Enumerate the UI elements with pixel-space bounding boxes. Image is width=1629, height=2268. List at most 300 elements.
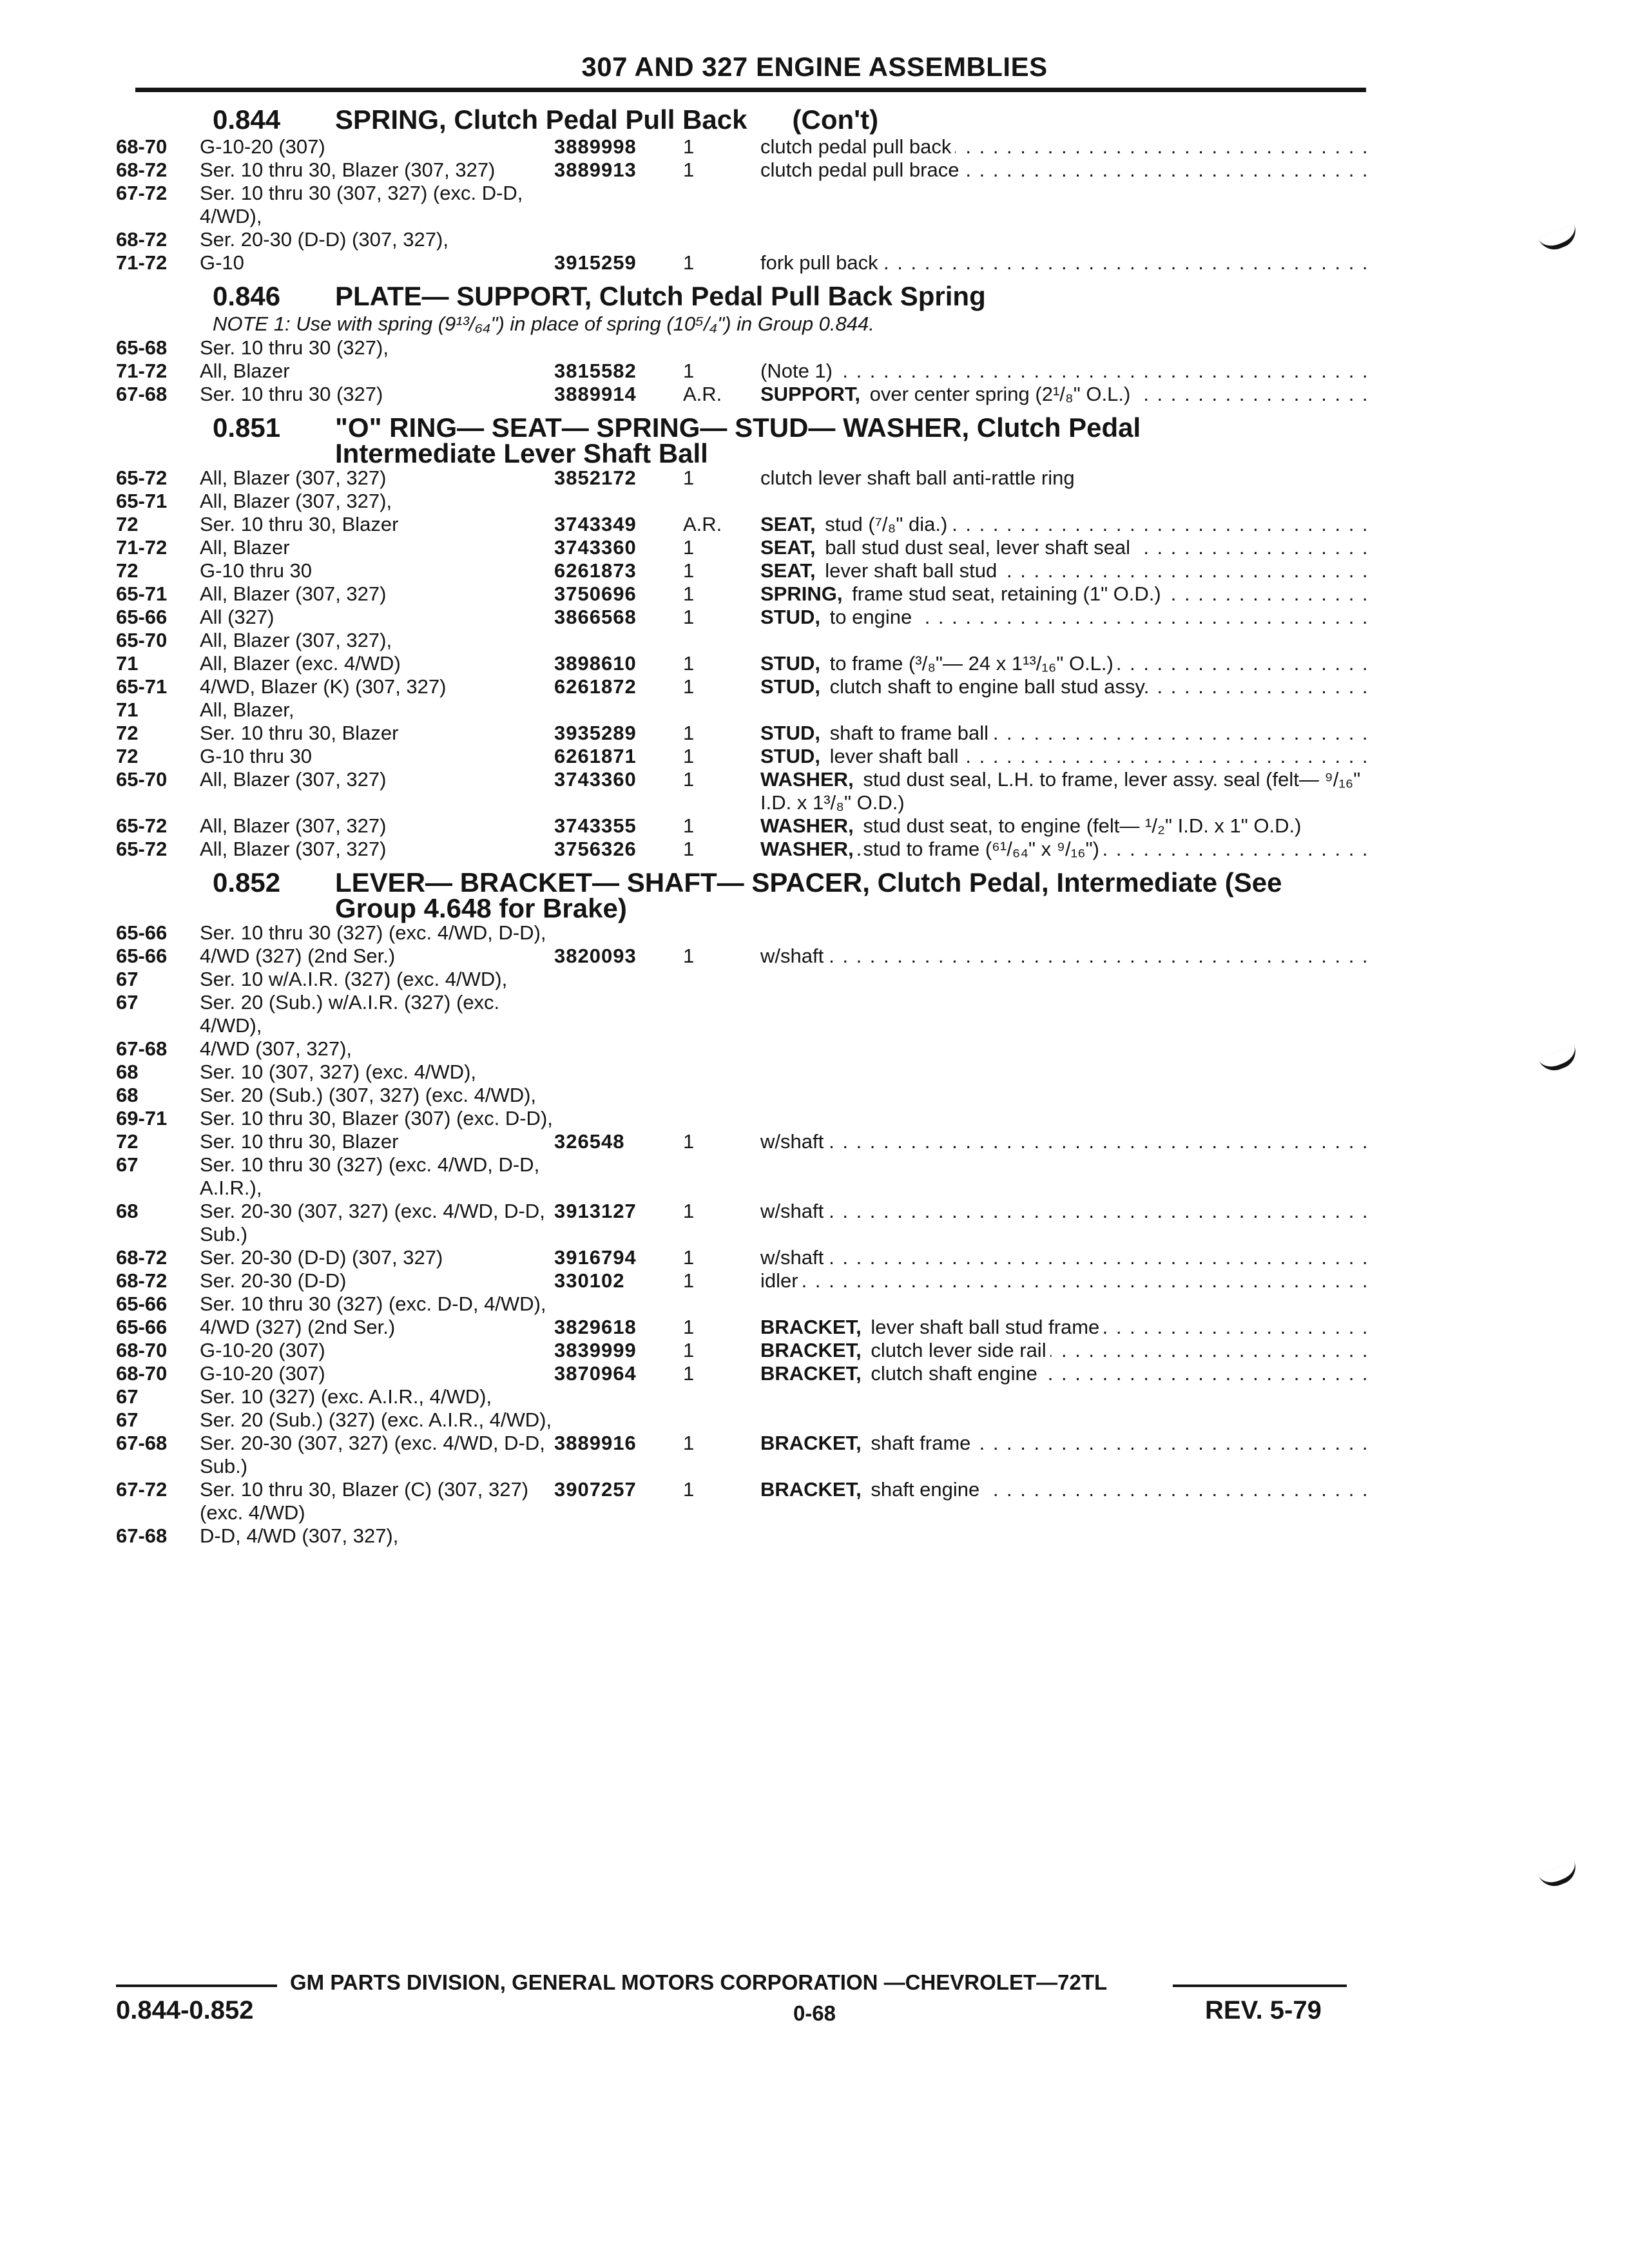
- part-number: [554, 629, 683, 652]
- application-text: Ser. 20 (Sub.) (327) (exc. A.I.R., 4/WD),: [200, 1408, 552, 1431]
- model-years: 71-72: [116, 536, 168, 559]
- application-text: 4/WD (327) (2nd Ser.): [200, 945, 396, 967]
- application-text: Ser. 10 thru 30 (307, 327) (exc. D-D, 4/WD),: [200, 182, 523, 227]
- description: [760, 1269, 1366, 1293]
- part-number: 3898610: [554, 652, 637, 675]
- description: [760, 182, 1366, 228]
- group-title-line2: Intermediate Lever Shaft Ball: [335, 438, 708, 468]
- quantity: [683, 1037, 760, 1061]
- part-row: [116, 921, 1366, 945]
- part-number: 3870964: [554, 1362, 637, 1385]
- application-text: Ser. 20-30 (D-D) (307, 327),: [200, 228, 448, 251]
- description: [760, 251, 1366, 274]
- model-years: 65-66: [116, 1316, 168, 1338]
- group-number: 0.844: [213, 104, 281, 135]
- description: [760, 722, 1366, 745]
- description: [760, 1061, 1366, 1084]
- part-number: [554, 698, 683, 722]
- application-text: Ser. 10 thru 30 (327),: [200, 336, 389, 359]
- description: [760, 159, 1366, 182]
- model-years: 65-71: [116, 675, 168, 698]
- part-number: 3889916: [554, 1432, 637, 1454]
- model-years: 71-72: [116, 360, 168, 382]
- description-text: w/shaft: [760, 1130, 827, 1153]
- model-years: 68-72: [116, 1246, 168, 1269]
- description-text: [760, 921, 764, 944]
- application: [200, 1478, 554, 1524]
- description-text: clutch shaft to engine ball stud assy.: [830, 675, 1153, 698]
- part-row: [116, 1432, 1366, 1478]
- part-row: [116, 582, 1366, 606]
- application-text: Ser. 10 w/A.I.R. (327) (exc. 4/WD),: [200, 968, 508, 990]
- description-keyword: STUD,: [760, 745, 824, 767]
- part-number: 3756326: [554, 838, 637, 860]
- description-text: shaft to frame ball: [830, 722, 992, 744]
- application-text: Ser. 20-30 (307, 327) (exc. 4/WD, D-D, Sub.): [200, 1200, 545, 1245]
- part-row: [116, 814, 1366, 838]
- application-text: G-10: [200, 251, 244, 274]
- footer-corporation-line: [116, 1970, 1347, 1996]
- part-row: [116, 1524, 1366, 1548]
- application: [200, 652, 554, 675]
- application: [200, 1269, 554, 1293]
- description-text: stud dust seal, L.H. to frame, lever assy. seal (felt— ⁹/₁₆" I.D. x 1³/₈" O.D.): [760, 768, 1361, 814]
- application: [200, 336, 554, 360]
- application-text: All, Blazer (307, 327),: [200, 629, 392, 651]
- description-text: fork pull back: [760, 251, 882, 274]
- description-text: [760, 698, 764, 721]
- part-row: [116, 722, 1366, 745]
- description: [760, 1107, 1366, 1130]
- part-number: [554, 228, 683, 251]
- application: [200, 945, 554, 968]
- model-years: 67-68: [116, 1432, 168, 1454]
- part-number: [554, 1084, 683, 1107]
- application-text: Ser. 10 thru 30, Blazer (307) (exc. D-D),: [200, 1107, 553, 1129]
- application: [200, 1130, 554, 1153]
- description: [760, 582, 1366, 606]
- description-text: clutch lever shaft ball anti-rattle ring: [760, 466, 1079, 489]
- group-number: 0.851: [213, 412, 281, 443]
- part-row: [116, 1061, 1366, 1084]
- quantity: 1: [683, 536, 695, 559]
- part-row: [116, 228, 1366, 251]
- application-text: Ser. 10 thru 30 (327) (exc. 4/WD, D-D, A.I.R.),: [200, 1153, 540, 1199]
- part-number: 6261872: [554, 675, 637, 698]
- description-text: [760, 228, 764, 251]
- application: [200, 1362, 554, 1385]
- model-years: 68: [116, 1084, 139, 1106]
- model-years: 65-66: [116, 1293, 168, 1315]
- description-text: [760, 968, 764, 990]
- application: [200, 1153, 554, 1200]
- description-text: shaft engine: [871, 1478, 983, 1501]
- description-text: [760, 182, 764, 204]
- description-text: [760, 1293, 764, 1315]
- part-number: 3815582: [554, 360, 637, 382]
- quantity: [683, 1293, 760, 1316]
- footer-revision: REV. 5-79: [1205, 1996, 1322, 2024]
- footer-rule-right: [1173, 1984, 1347, 1987]
- description-text: to frame (³/₈"— 24 x 1¹³/₁₆" O.L.): [830, 652, 1117, 675]
- part-number: 3743349: [554, 513, 637, 535]
- description-keyword: SEAT,: [760, 513, 820, 535]
- description-keyword: WASHER,: [760, 768, 858, 791]
- quantity: [683, 629, 760, 652]
- description-text: [760, 1061, 764, 1083]
- model-years: 67-68: [116, 1037, 168, 1060]
- binder-hole-mark: [1538, 1861, 1581, 1892]
- application-text: All, Blazer (307, 327): [200, 582, 387, 605]
- quantity: 1: [683, 360, 695, 382]
- description: [760, 466, 1366, 490]
- application: [200, 582, 554, 606]
- application: [200, 1339, 554, 1362]
- application-text: D-D, 4/WD (307, 327),: [200, 1524, 399, 1547]
- quantity: A.R.: [683, 383, 722, 405]
- part-number: 3820093: [554, 945, 637, 967]
- part-number: [554, 1107, 683, 1130]
- application-text: 4/WD, Blazer (K) (307, 327): [200, 675, 447, 698]
- application-text: All, Blazer (307, 327),: [200, 490, 392, 512]
- part-number: 3907257: [554, 1478, 637, 1501]
- description-text: [760, 1037, 764, 1060]
- quantity: 1: [683, 814, 695, 837]
- description: [760, 559, 1366, 582]
- application: [200, 991, 554, 1037]
- description: [760, 1362, 1366, 1385]
- quantity: [683, 1385, 760, 1408]
- quantity: A.R.: [683, 513, 722, 535]
- description: [760, 814, 1366, 838]
- application: [200, 1408, 554, 1432]
- description-text: shaft frame: [871, 1432, 974, 1454]
- part-number: [554, 1037, 683, 1061]
- application-text: Ser. 20-30 (D-D) (307, 327): [200, 1246, 443, 1269]
- application-text: 4/WD (327) (2nd Ser.): [200, 1316, 396, 1338]
- part-row: [116, 559, 1366, 582]
- part-row: [116, 135, 1366, 159]
- application-text: All, Blazer (307, 327): [200, 466, 387, 489]
- description: [760, 968, 1366, 991]
- part-number: 3935289: [554, 722, 637, 744]
- catalog-group: [116, 281, 1366, 406]
- quantity: 1: [683, 838, 695, 860]
- application-text: G-10-20 (307): [200, 1362, 325, 1385]
- model-years: 68-70: [116, 135, 168, 158]
- part-number: 6261871: [554, 745, 637, 767]
- application: [200, 513, 554, 536]
- quantity: 1: [683, 1269, 695, 1292]
- quantity: [683, 991, 760, 1037]
- part-number: [554, 1408, 683, 1432]
- description-text: clutch lever side rail: [871, 1339, 1050, 1361]
- group-note: NOTE 1: Use with spring (9¹³/₆₄") in place of spring (10⁵/₄") in Group 0.844.: [213, 312, 874, 335]
- application: [200, 1084, 554, 1107]
- application-text: Ser. 10 thru 30 (327) (exc. 4/WD, D-D),: [200, 921, 546, 944]
- model-years: 65-70: [116, 768, 168, 791]
- description-keyword: STUD,: [760, 606, 824, 628]
- description-text: over center spring (2¹/₈" O.L.): [870, 383, 1135, 405]
- model-years: 68-72: [116, 1269, 168, 1292]
- application: [200, 814, 554, 838]
- application: [200, 1061, 554, 1084]
- part-row: [116, 466, 1366, 490]
- part-row: [116, 1293, 1366, 1316]
- part-row: [116, 1316, 1366, 1339]
- application: [200, 968, 554, 991]
- application: [200, 838, 554, 861]
- quantity: 1: [683, 675, 695, 698]
- part-row: [116, 991, 1366, 1037]
- application: [200, 1246, 554, 1269]
- model-years: 71-72: [116, 251, 168, 274]
- group-number: 0.846: [213, 281, 281, 311]
- parts-catalog: [116, 98, 1366, 1548]
- description-keyword: SEAT,: [760, 559, 820, 582]
- description: [760, 1478, 1366, 1524]
- quantity: 1: [683, 1478, 695, 1501]
- application-text: G-10-20 (307): [200, 135, 325, 158]
- application: [200, 1524, 554, 1548]
- part-number: [554, 1061, 683, 1084]
- application: [200, 1293, 554, 1316]
- part-number: 3889998: [554, 135, 637, 158]
- part-number: 3743360: [554, 768, 637, 791]
- application-text: Ser. 10 thru 30, Blazer (307, 327): [200, 159, 496, 181]
- footer-page-number: 0-68: [793, 2001, 836, 2025]
- description-text: to engine: [830, 606, 916, 628]
- description-text: w/shaft: [760, 1246, 827, 1269]
- application: [200, 606, 554, 629]
- model-years: 71: [116, 698, 139, 721]
- part-number: [554, 1153, 683, 1200]
- description-text: idler: [760, 1269, 802, 1292]
- model-years: 65-70: [116, 629, 168, 651]
- application-text: G-10-20 (307): [200, 1339, 325, 1361]
- application-text: All, Blazer: [200, 360, 290, 382]
- part-number: [554, 1524, 683, 1548]
- description: [760, 675, 1366, 698]
- description: [760, 629, 1366, 652]
- group-title: [335, 104, 1366, 135]
- part-row: [116, 1130, 1366, 1153]
- group-heading: [116, 412, 1366, 443]
- group-title-text: "O" RING— SEAT— SPRING— STUD— WASHER, Clutch Pedal: [335, 412, 1141, 443]
- description: [760, 336, 1366, 360]
- group-title-text: PLATE— SUPPORT, Clutch Pedal Pull Back Spring: [335, 281, 986, 311]
- description: [760, 698, 1366, 722]
- description-text: [760, 991, 764, 1014]
- quantity: [683, 1107, 760, 1130]
- description-keyword: WASHER,: [760, 838, 858, 860]
- part-row: [116, 1269, 1366, 1293]
- part-number: [554, 991, 683, 1037]
- model-years: 72: [116, 559, 139, 582]
- catalog-group: [116, 104, 1366, 274]
- application-text: Ser. 10 thru 30 (327) (exc. D-D, 4/WD),: [200, 1293, 546, 1315]
- model-years: 67-72: [116, 1478, 168, 1501]
- model-years: 72: [116, 513, 139, 535]
- group-continued: (Con't): [792, 104, 879, 135]
- application-text: All, Blazer (exc. 4/WD): [200, 652, 401, 675]
- application-text: Ser. 20 (Sub.) (307, 327) (exc. 4/WD),: [200, 1084, 537, 1106]
- quantity: 1: [683, 745, 695, 767]
- model-years: 68-70: [116, 1339, 168, 1361]
- part-row: [116, 1084, 1366, 1107]
- description-keyword: SEAT,: [760, 536, 820, 559]
- description: [760, 1408, 1366, 1432]
- part-number: 3743360: [554, 536, 637, 559]
- description-text: lever shaft ball stud frame: [871, 1316, 1103, 1338]
- application-text: Ser. 20-30 (D-D): [200, 1269, 347, 1292]
- part-number: 3839999: [554, 1339, 637, 1361]
- part-row: [116, 606, 1366, 629]
- description-text: stud (⁷/₈" dia.): [825, 513, 951, 535]
- application: [200, 768, 554, 814]
- quantity: [683, 1408, 760, 1432]
- model-years: 65-66: [116, 606, 168, 628]
- quantity: [683, 698, 760, 722]
- model-years: 67: [116, 1153, 139, 1176]
- description-text: clutch shaft engine: [871, 1362, 1041, 1385]
- application: [200, 182, 554, 228]
- description-text: stud dust seat, to engine (felt— ¹/₂" I.D. x 1" O.D.): [863, 814, 1305, 837]
- model-years: 65-68: [116, 336, 168, 359]
- description: [760, 652, 1366, 675]
- description: [760, 945, 1366, 968]
- part-row: [116, 675, 1366, 698]
- part-row: [116, 1478, 1366, 1524]
- application: [200, 675, 554, 698]
- application: [200, 921, 554, 945]
- description: [760, 1200, 1366, 1246]
- description-keyword: BRACKET,: [760, 1316, 865, 1338]
- part-number: 330102: [554, 1269, 625, 1292]
- part-row: [116, 652, 1366, 675]
- part-row: [116, 1385, 1366, 1408]
- application-text: All, Blazer: [200, 536, 290, 559]
- application-text: Ser. 20 (Sub.) w/A.I.R. (327) (exc. 4/WD),: [200, 991, 500, 1037]
- catalog-group: [116, 867, 1366, 1548]
- model-years: 72: [116, 1130, 139, 1153]
- quantity: 1: [683, 1316, 695, 1338]
- application: [200, 135, 554, 159]
- description-keyword: BRACKET,: [760, 1432, 865, 1454]
- group-heading: [116, 281, 1366, 312]
- description-text: w/shaft: [760, 1200, 827, 1222]
- application: [200, 1316, 554, 1339]
- part-number: [554, 182, 683, 228]
- model-years: 68-72: [116, 159, 168, 181]
- description: [760, 1316, 1366, 1339]
- part-row: [116, 1246, 1366, 1269]
- model-years: 67: [116, 1385, 139, 1408]
- part-row: [116, 629, 1366, 652]
- description: [760, 921, 1366, 945]
- quantity: 1: [683, 606, 695, 628]
- description-text: [760, 1385, 764, 1408]
- part-row: [116, 968, 1366, 991]
- part-row: [116, 182, 1366, 228]
- part-row: [116, 945, 1366, 968]
- model-years: 68-70: [116, 1362, 168, 1385]
- application: [200, 360, 554, 383]
- model-years: 65-71: [116, 490, 168, 512]
- application-text: Ser. 10 thru 30, Blazer (C) (307, 327) (exc. 4/WD): [200, 1478, 529, 1524]
- application: [200, 629, 554, 652]
- group-title-text: SPRING, Clutch Pedal Pull Back: [335, 104, 747, 135]
- description-text: [760, 1084, 764, 1106]
- description-text: [760, 490, 764, 512]
- description: [760, 1153, 1366, 1200]
- part-number: [554, 1293, 683, 1316]
- quantity: 1: [683, 135, 695, 158]
- model-years: 68: [116, 1061, 139, 1083]
- application-text: All (327): [200, 606, 275, 628]
- application-text: All, Blazer (307, 327): [200, 768, 387, 791]
- description-keyword: STUD,: [760, 675, 824, 698]
- application-text: All, Blazer (307, 327): [200, 838, 387, 860]
- part-number: 6261873: [554, 559, 637, 582]
- description-text: ball stud dust seal, lever shaft seal: [825, 536, 1134, 559]
- header-rule: [135, 88, 1366, 92]
- quantity: [683, 1061, 760, 1084]
- quantity: [683, 1524, 760, 1548]
- model-years: 72: [116, 722, 139, 744]
- part-row: [116, 159, 1366, 182]
- quantity: 1: [683, 768, 695, 791]
- application-text: All, Blazer (307, 327): [200, 814, 387, 837]
- application-text: Ser. 10 thru 30, Blazer: [200, 722, 399, 744]
- part-row: [116, 1200, 1366, 1246]
- part-number: 3889913: [554, 159, 637, 181]
- description: [760, 228, 1366, 251]
- description-text: lever shaft ball stud: [825, 559, 1001, 582]
- application: [200, 1037, 554, 1061]
- description-text: frame stud seat, retaining (1" O.D.): [852, 582, 1165, 605]
- model-years: 67-72: [116, 182, 168, 204]
- application: [200, 536, 554, 559]
- description-text: (Note 1): [760, 360, 836, 382]
- model-years: 69-71: [116, 1107, 168, 1129]
- application: [200, 228, 554, 251]
- application: [200, 251, 554, 274]
- description: [760, 513, 1366, 536]
- part-row: [116, 1339, 1366, 1362]
- description: [760, 606, 1366, 629]
- quantity: 1: [683, 1246, 695, 1269]
- description-keyword: BRACKET,: [760, 1339, 865, 1361]
- quantity: 1: [683, 1362, 695, 1385]
- application-text: All, Blazer,: [200, 698, 294, 721]
- part-row: [116, 383, 1366, 406]
- quantity: [683, 228, 760, 251]
- part-number: 3913127: [554, 1200, 637, 1222]
- part-number: [554, 336, 683, 360]
- part-number: [554, 490, 683, 513]
- quantity: 1: [683, 159, 695, 181]
- application: [200, 559, 554, 582]
- quantity: 1: [683, 1130, 695, 1153]
- description-keyword: BRACKET,: [760, 1362, 865, 1385]
- part-row: [116, 360, 1366, 383]
- model-years: 65-72: [116, 814, 168, 837]
- part-row: [116, 536, 1366, 559]
- part-number: 3915259: [554, 251, 637, 274]
- description-text: [760, 1153, 764, 1176]
- catalog-group: [116, 412, 1366, 861]
